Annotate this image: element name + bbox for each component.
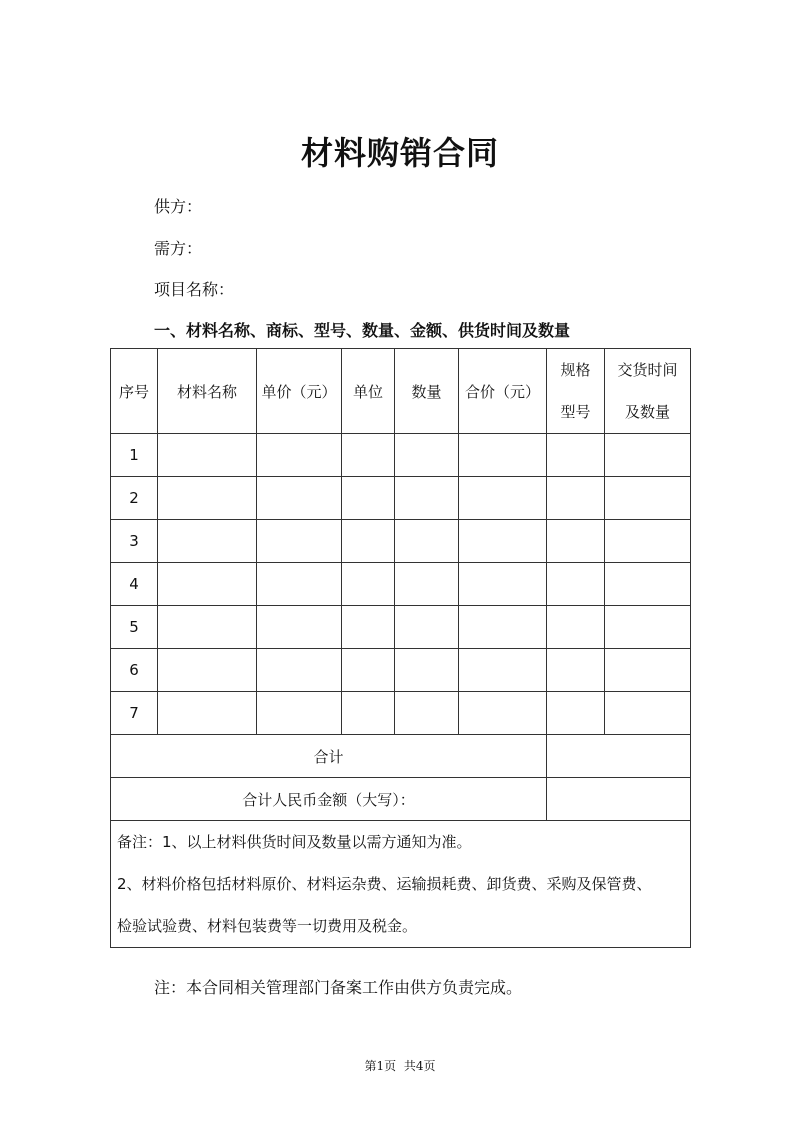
cell[interactable]	[395, 563, 459, 606]
cell[interactable]	[257, 434, 342, 477]
cell[interactable]	[395, 649, 459, 692]
header-total-price: 合价（元）	[459, 349, 547, 434]
cell[interactable]	[547, 606, 605, 649]
cell[interactable]	[547, 649, 605, 692]
header-unit: 单位	[342, 349, 395, 434]
cell[interactable]	[605, 606, 691, 649]
remarks-cell	[111, 821, 691, 948]
cell[interactable]	[342, 606, 395, 649]
remark-line: 检验试验费、材料包装费等一切费用及税金。	[117, 917, 418, 935]
cell[interactable]	[459, 649, 547, 692]
header-delivery-line2: 及数量	[624, 403, 670, 421]
header-material-name: 材料名称	[158, 349, 257, 434]
cell[interactable]	[158, 606, 257, 649]
table-row	[111, 434, 691, 477]
page-footer	[0, 1057, 800, 1074]
cell[interactable]	[342, 692, 395, 735]
cell[interactable]	[547, 477, 605, 520]
cell[interactable]	[605, 477, 691, 520]
row-seq: 5	[111, 606, 158, 649]
document-title: 材料购销合同	[300, 134, 499, 172]
cell[interactable]	[547, 563, 605, 606]
header-seq: 序号	[111, 349, 158, 434]
cell[interactable]	[395, 606, 459, 649]
cell[interactable]	[459, 606, 547, 649]
row-seq: 1	[111, 434, 158, 477]
row-seq: 4	[111, 563, 158, 606]
header-delivery-line1: 交货时间	[617, 361, 678, 379]
total-row	[111, 735, 691, 778]
cell[interactable]	[605, 434, 691, 477]
remarks-row	[111, 821, 691, 948]
cell[interactable]	[257, 692, 342, 735]
cell[interactable]	[547, 692, 605, 735]
cell[interactable]	[342, 520, 395, 563]
supplier-label: 供方：	[154, 197, 203, 216]
remark-line: 备注：1、以上材料供货时间及数量以需方通知为准。	[117, 833, 472, 851]
cell[interactable]	[459, 692, 547, 735]
table-row	[111, 606, 691, 649]
cell[interactable]	[158, 477, 257, 520]
total-value-cell[interactable]	[547, 735, 691, 778]
header-spec-line1: 规格	[560, 361, 591, 379]
cell[interactable]	[395, 477, 459, 520]
header-unit-price: 单价（元）	[257, 349, 342, 434]
total-rmb-value-cell[interactable]	[547, 778, 691, 821]
cell[interactable]	[459, 520, 547, 563]
table-row	[111, 692, 691, 735]
cell[interactable]	[342, 477, 395, 520]
cell[interactable]	[158, 563, 257, 606]
header-delivery	[605, 349, 691, 434]
table-row	[111, 649, 691, 692]
page-total: 共4页	[403, 1059, 436, 1073]
table-row	[111, 477, 691, 520]
total-label: 合计	[111, 735, 547, 778]
cell[interactable]	[257, 563, 342, 606]
total-rmb-label: 合计人民币金额（大写）：	[111, 778, 547, 821]
cell[interactable]	[158, 649, 257, 692]
filing-note: 注：本合同相关管理部门备案工作由供方负责完成。	[154, 978, 523, 997]
header-spec-line2: 型号	[560, 403, 591, 421]
cell[interactable]	[342, 434, 395, 477]
row-seq: 2	[111, 477, 158, 520]
remark-line: 2、材料价格包括材料原价、材料运杂费、运输损耗费、卸货费、采购及保管费、	[117, 875, 652, 893]
project-name-label: 项目名称：	[154, 280, 235, 299]
page-current: 第1页	[364, 1059, 397, 1073]
cell[interactable]	[547, 434, 605, 477]
cell[interactable]	[257, 477, 342, 520]
row-seq: 7	[111, 692, 158, 735]
cell[interactable]	[605, 520, 691, 563]
row-seq: 3	[111, 520, 158, 563]
materials-table	[110, 348, 691, 948]
cell[interactable]	[459, 477, 547, 520]
section-heading: 一、材料名称、商标、型号、数量、金额、供货时间及数量	[154, 321, 571, 340]
table-header-row	[111, 349, 691, 434]
cell[interactable]	[342, 563, 395, 606]
cell[interactable]	[257, 649, 342, 692]
header-spec-model	[547, 349, 605, 434]
cell[interactable]	[605, 649, 691, 692]
table-row	[111, 563, 691, 606]
cell[interactable]	[395, 692, 459, 735]
buyer-label: 需方：	[154, 239, 203, 258]
cell[interactable]	[158, 692, 257, 735]
table-row	[111, 520, 691, 563]
cell[interactable]	[257, 520, 342, 563]
cell[interactable]	[605, 692, 691, 735]
cell[interactable]	[547, 520, 605, 563]
cell[interactable]	[257, 606, 342, 649]
cell[interactable]	[605, 563, 691, 606]
cell[interactable]	[459, 434, 547, 477]
cell[interactable]	[395, 434, 459, 477]
cell[interactable]	[158, 520, 257, 563]
total-rmb-row	[111, 778, 691, 821]
cell[interactable]	[342, 649, 395, 692]
cell[interactable]	[158, 434, 257, 477]
row-seq: 6	[111, 649, 158, 692]
cell[interactable]	[459, 563, 547, 606]
header-quantity: 数量	[395, 349, 459, 434]
cell[interactable]	[395, 520, 459, 563]
